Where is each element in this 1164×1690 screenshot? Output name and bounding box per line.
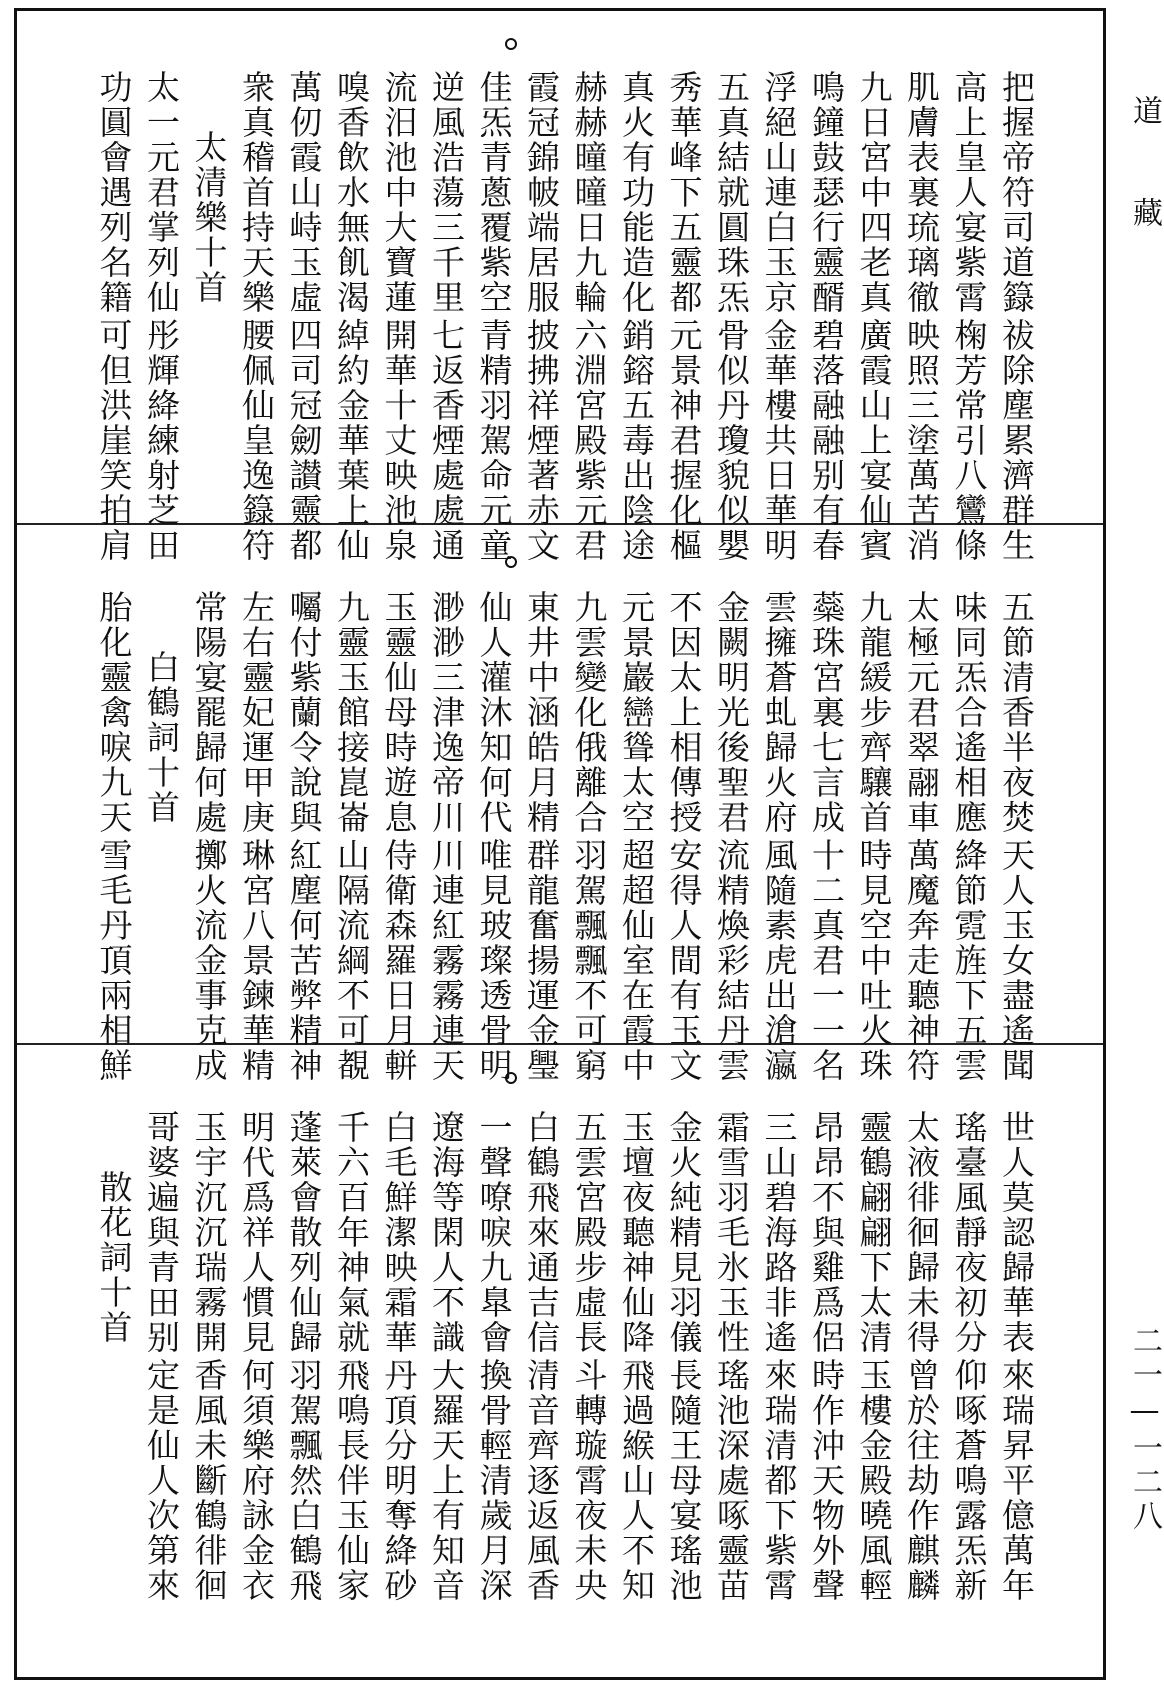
verse-line-first-half: 白鶴飛來通吉信 — [522, 1110, 561, 1355]
verse-line-first-half: 金火純精見羽儀 — [664, 1110, 704, 1355]
verse-line-second-half: 來瑞清都下紫霄 — [759, 1358, 799, 1603]
verse-line-second-half: 時見空中吐火珠 — [854, 838, 894, 1083]
verse-line-second-half: 七返香煙處處通 — [427, 318, 466, 563]
verse-line-first-half: 胎化靈禽唳九天 — [94, 590, 134, 835]
verse-line-first-half: 昂昂不與雞爲侶 — [807, 1110, 846, 1355]
right-margin-title: 道 藏 — [1127, 95, 1162, 231]
verse-line-second-half: 羽駕飄飄不可窮 — [569, 838, 609, 1083]
verse-line-first-half: 霜雪羽毛氷玉性 — [712, 1110, 751, 1355]
verse-line-second-half: 曾於往劫作麒麟 — [902, 1358, 941, 1603]
verse-line-second-half: 仰啄蒼鳴露炁新 — [949, 1358, 989, 1603]
verse-line-second-half: 碧落融融别有春 — [807, 318, 846, 563]
verse-line-second-half: 丹頂分明奪絳砂 — [379, 1358, 419, 1603]
verse-line-first-half: 鳴鐘鼓瑟行靈醑 — [807, 70, 846, 315]
verse-line-second-half: 大羅天上有知音 — [427, 1358, 466, 1603]
verse-line-second-half: 飛過緱山人不知 — [617, 1358, 656, 1603]
verse-line-first-half: 哥婆遍與青田别 — [142, 1110, 181, 1355]
verse-line-second-half: 香風未斷鶴徘徊 — [189, 1358, 229, 1603]
verse-line-second-half: 腰佩仙皇逸籙符 — [237, 318, 276, 563]
verse-line-second-half: 金華樓共日華明 — [759, 318, 799, 563]
verse-line-first-half: 肌膚表裏琉璃徹 — [902, 70, 941, 315]
verse-line-first-half: 五真結就圓珠炁 — [712, 70, 751, 315]
verse-line-first-half: 蘂珠宮裏七言成 — [807, 590, 846, 835]
verse-line-first-half: 嗅香飲水無飢渴 — [332, 70, 371, 315]
verse-line-second-half: 披拂祥煙著赤文 — [522, 318, 561, 563]
verse-line-second-half: 川連紅霧霧連天 — [427, 838, 466, 1083]
verse-line-first-half: 遼海等閑人不識 — [427, 1110, 466, 1355]
verse-line-second-half: 流精煥彩結丹雲 — [712, 838, 751, 1083]
verse-line-first-half: 萬仞霞山峙玉虛 — [284, 70, 324, 315]
verse-line-second-half: 綽約金華葉上仙 — [332, 318, 371, 563]
verse-line-first-half: 流汨池中大寶蓮 — [379, 70, 419, 315]
verse-line-first-half: 衆真稽首持天樂 — [237, 70, 276, 315]
verse-line-first-half: 一聲嘹唳九臯會 — [474, 1110, 514, 1355]
verse-line-first-half: 世人莫認歸華表 — [997, 1110, 1036, 1355]
verse-line-first-half: 蓬萊會散列仙歸 — [284, 1110, 324, 1355]
verse-line-first-half: 不因太上相傳授 — [664, 590, 704, 835]
verse-line-first-half: 金闕明光後聖君 — [712, 590, 751, 835]
verse-line-second-half: 斗轉璇霄夜未央 — [569, 1358, 609, 1603]
verse-line-first-half: 太液徘徊歸未得 — [902, 1110, 941, 1355]
verse-line-second-half: 天人玉女盡遙聞 — [997, 838, 1036, 1083]
verse-line-first-half: 常陽宴罷歸何處 — [189, 590, 229, 835]
verse-line-second-half: 絳節霓旌下五雲 — [949, 838, 989, 1083]
verse-line-first-half: 秀華峰下五靈都 — [664, 70, 704, 315]
verse-line-second-half: 雪毛丹頂兩相鮮 — [94, 838, 134, 1083]
verse-line-second-half: 擲火流金事克成 — [189, 838, 229, 1083]
verse-line-first-half: 瑤臺風靜夜初分 — [949, 1110, 989, 1355]
verse-line-second-half: 十二真君一一名 — [807, 838, 846, 1083]
verse-line-second-half: 山隔流綱不可覩 — [332, 838, 371, 1083]
verse-line-second-half: 定是仙人次第來 — [142, 1358, 181, 1603]
verse-line-second-half: 椈芳常引八鸞條 — [949, 318, 989, 563]
verse-line-second-half: 玉樓金殿曉風輕 — [854, 1358, 894, 1603]
verse-line-first-half: 逆風浩蕩三千里 — [427, 70, 466, 315]
verse-line-first-half: 佳炁青蔥覆紫空 — [474, 70, 514, 315]
verse-line-second-half: 侍衛森羅日月軿 — [379, 838, 419, 1083]
verse-line-first-half: 明代爲祥人慣見 — [237, 1110, 276, 1355]
verse-line-second-half: 映照三塗萬苦消 — [902, 318, 941, 563]
verse-line-second-half: 來瑞昇平億萬年 — [997, 1358, 1036, 1603]
verse-line-first-half: 九日宮中四老真 — [854, 70, 894, 315]
verse-line-first-half: 太極元君翠翮車 — [902, 590, 941, 835]
poem-title: 散花詞十首 — [94, 1170, 134, 1345]
section-circle-mark — [505, 556, 517, 568]
verse-line-second-half: 紅塵何苦弊精神 — [284, 838, 324, 1083]
verse-line-first-half: 元景巖巒聳太空 — [617, 590, 656, 835]
verse-line-first-half: 霞冠錦帔端居服 — [522, 70, 561, 315]
section-circle-mark — [505, 1072, 517, 1084]
verse-line-first-half: 仙人灌沐知何代 — [474, 590, 514, 835]
verse-line-first-half: 囑付紫蘭令說與 — [284, 590, 324, 835]
verse-line-second-half: 換骨輕清歲月深 — [474, 1358, 514, 1603]
verse-line-second-half: 廣霞山上宴仙賓 — [854, 318, 894, 563]
verse-line-first-half: 左右靈妃運甲庚 — [237, 590, 276, 835]
page-number: 二一—一二八 — [1127, 1325, 1162, 1534]
verse-line-first-half: 玉靈仙母時遊息 — [379, 590, 419, 835]
verse-line-first-half: 九靈玉館接崑崙 — [332, 590, 371, 835]
verse-line-second-half: 時作沖天物外聲 — [807, 1358, 846, 1603]
verse-line-second-half: 元景神君握化樞 — [664, 318, 704, 563]
verse-line-first-half: 靈鶴翩翩下太清 — [854, 1110, 894, 1355]
verse-line-first-half: 九雲變化俄離合 — [569, 590, 609, 835]
verse-line-first-half: 真火有功能造化 — [617, 70, 656, 315]
verse-line-second-half: 唯見玻璨透骨明 — [474, 838, 514, 1083]
section-circle-mark — [505, 38, 517, 50]
verse-line-second-half: 彤輝絳練射芝田 — [142, 318, 181, 563]
verse-line-second-half: 瑤池深處啄靈苗 — [712, 1358, 751, 1603]
verse-line-second-half: 開華十丈映池泉 — [379, 318, 419, 563]
verse-line-first-half: 九龍緩步齊驤首 — [854, 590, 894, 835]
verse-line-first-half: 味同炁合遙相應 — [949, 590, 989, 835]
verse-line-second-half: 銷鎔五毒出陰途 — [617, 318, 656, 563]
verse-line-second-half: 骨似丹瓊貌似嬰 — [712, 318, 751, 563]
verse-line-second-half: 群龍奮揚運金璺 — [522, 838, 561, 1083]
verse-line-first-half: 三山碧海路非遙 — [759, 1110, 799, 1355]
verse-line-first-half: 白毛鮮潔映霜華 — [379, 1110, 419, 1355]
verse-line-first-half: 功圓會遇列名籍 — [94, 70, 134, 315]
poem-title: 白鶴詞十首 — [142, 650, 181, 825]
verse-line-second-half: 四司冠劒讃靈都 — [284, 318, 324, 563]
verse-line-second-half: 風隨素虎出滄瀛 — [759, 838, 799, 1083]
verse-line-second-half: 琳宮八景鍊華精 — [237, 838, 276, 1083]
verse-line-second-half: 可但洪崖笑拍肩 — [94, 318, 134, 563]
verse-line-first-half: 千六百年神氣就 — [332, 1110, 371, 1355]
verse-line-first-half: 東井中涵皓月精 — [522, 590, 561, 835]
verse-line-first-half: 玉壇夜聽神仙降 — [617, 1110, 656, 1355]
verse-line-second-half: 長隨王母宴瑤池 — [664, 1358, 704, 1603]
verse-line-first-half: 五雲宮殿步虛長 — [569, 1110, 609, 1355]
verse-line-second-half: 六淵宮殿紫元君 — [569, 318, 609, 563]
verse-line-first-half: 五節清香半夜焚 — [997, 590, 1036, 835]
verse-line-first-half: 把握帝符司道籙 — [997, 70, 1036, 315]
verse-line-second-half: 羽駕飄然白鶴飛 — [284, 1358, 324, 1603]
verse-line-second-half: 安得人間有玉文 — [664, 838, 704, 1083]
verse-line-first-half: 浮絕山連白玉京 — [759, 70, 799, 315]
verse-line-second-half: 何須樂府詠金衣 — [237, 1358, 276, 1603]
verse-line-second-half: 青精羽駕命元童 — [474, 318, 514, 563]
poem-title: 太清樂十首 — [189, 130, 229, 305]
verse-line-second-half: 清音齊逐返風香 — [522, 1358, 561, 1603]
verse-line-first-half: 高上皇人宴紫霄 — [949, 70, 989, 315]
verse-line-first-half: 玉宇沉沉瑞霧開 — [189, 1110, 229, 1355]
verse-line-second-half: 飛鳴長伴玉仙家 — [332, 1358, 371, 1603]
verse-line-first-half: 赫赫曈曈日九輪 — [569, 70, 609, 315]
verse-line-first-half: 太一元君掌列仙 — [142, 70, 181, 315]
verse-line-second-half: 祓除塵累濟群生 — [997, 318, 1036, 563]
verse-line-second-half: 超超仙室在霞中 — [617, 838, 656, 1083]
verse-line-first-half: 雲擁蒼虬歸火府 — [759, 590, 799, 835]
verse-line-first-half: 渺渺三津逸帝川 — [427, 590, 466, 835]
verse-line-second-half: 萬魔奔走聽神符 — [902, 838, 941, 1083]
